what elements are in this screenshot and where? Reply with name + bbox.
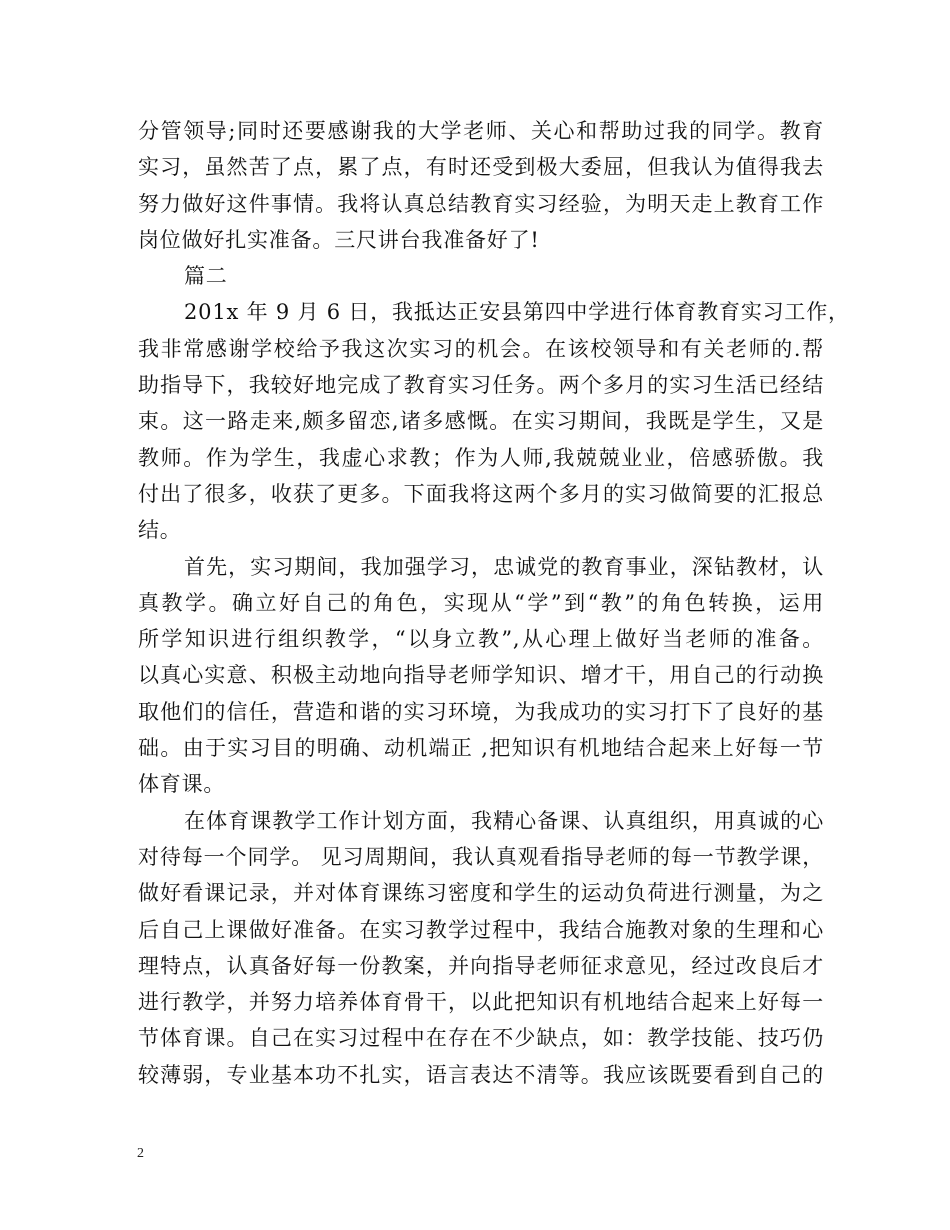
- text-line: 后自己上课做好准备。在实习教学过程中，我结合施教对象的生理和心: [138, 917, 824, 942]
- text-line: 础。由于实习目的明确、动机端正 ,把知识有机地结合起来上好每一节: [138, 736, 824, 761]
- page-number: 2: [137, 1146, 144, 1161]
- paragraph-start-line: 201x 年 9 月 6 日，我抵达正安县第四中学进行体育教育实习工作，: [184, 300, 850, 325]
- text-line: 付出了很多，收获了更多。下面我将这两个多月的实习做简要的汇报总: [138, 481, 824, 506]
- text-line: 理特点，认真备好每一份教案，并向指导老师征求意见，经过改良后才: [138, 953, 824, 978]
- text-line: 束。这一路走来,颇多留恋,诸多感慨。在实习期间，我既是学生，又是: [138, 409, 824, 434]
- text-line: 所学知识进行组织教学，“以身立教”,从心理上做好当老师的准备。: [138, 627, 824, 652]
- text-line: 取他们的信任，营造和谐的实习环境，为我成功的实习打下了良好的基: [138, 699, 824, 724]
- section-heading: 篇二: [184, 264, 228, 289]
- text-line: 分管领导;同时还要感谢我的大学老师、关心和帮助过我的同学。教育: [138, 119, 824, 143]
- text-line: 岗位做好扎实准备。三尺讲台我准备好了!: [138, 227, 540, 252]
- text-line: 真教学。确立好自己的角色，实现从“学”到“教”的角色转换，运用: [138, 590, 824, 615]
- text-line: 实习，虽然苦了点，累了点，有时还受到极大委屈，但我认为值得我去: [138, 155, 824, 180]
- paragraph-start-line: 首先，实习期间，我加强学习，忠诚党的教育事业，深钻教材，认: [184, 554, 824, 579]
- text-line: 做好看课记录，并对体育课练习密度和学生的运动负荷进行测量，为之: [138, 881, 824, 906]
- text-line: 以真心实意、积极主动地向指导老师学知识、增才干，用自己的行动换: [138, 663, 824, 688]
- text-line: 教师。作为学生，我虚心求教；作为人师,我兢兢业业，倍感骄傲。我: [138, 445, 824, 470]
- text-line: 体育课。: [138, 772, 226, 797]
- text-line: 我非常感谢学校给予我这次实习的机会。在该校领导和有关老师的.帮: [138, 336, 824, 361]
- document-page-body: [138, 113, 850, 1093]
- text-line: 结。: [138, 518, 182, 543]
- text-line: 努力做好这件事情。我将认真总结教育实习经验，为明天走上教育工作: [138, 191, 824, 216]
- text-line: 对待每一个同学。 见习周期间，我认真观看指导老师的每一节教学课，: [138, 844, 824, 869]
- text-line: 进行教学，并努力培养体育骨干，以此把知识有机地结合起来上好每一: [138, 990, 824, 1015]
- text-line: 节体育课。自己在实习过程中在存在不少缺点，如：教学技能、技巧仍: [138, 1026, 824, 1051]
- text-line: 较薄弱，专业基本功不扎实，语言表达不清等。我应该既要看到自己的: [138, 1062, 824, 1087]
- text-line: 助指导下，我较好地完成了教育实习任务。两个多月的实习生活已经结: [138, 373, 824, 398]
- paragraph-start-line: 在体育课教学工作计划方面，我精心备课、认真组织，用真诚的心: [184, 808, 824, 833]
